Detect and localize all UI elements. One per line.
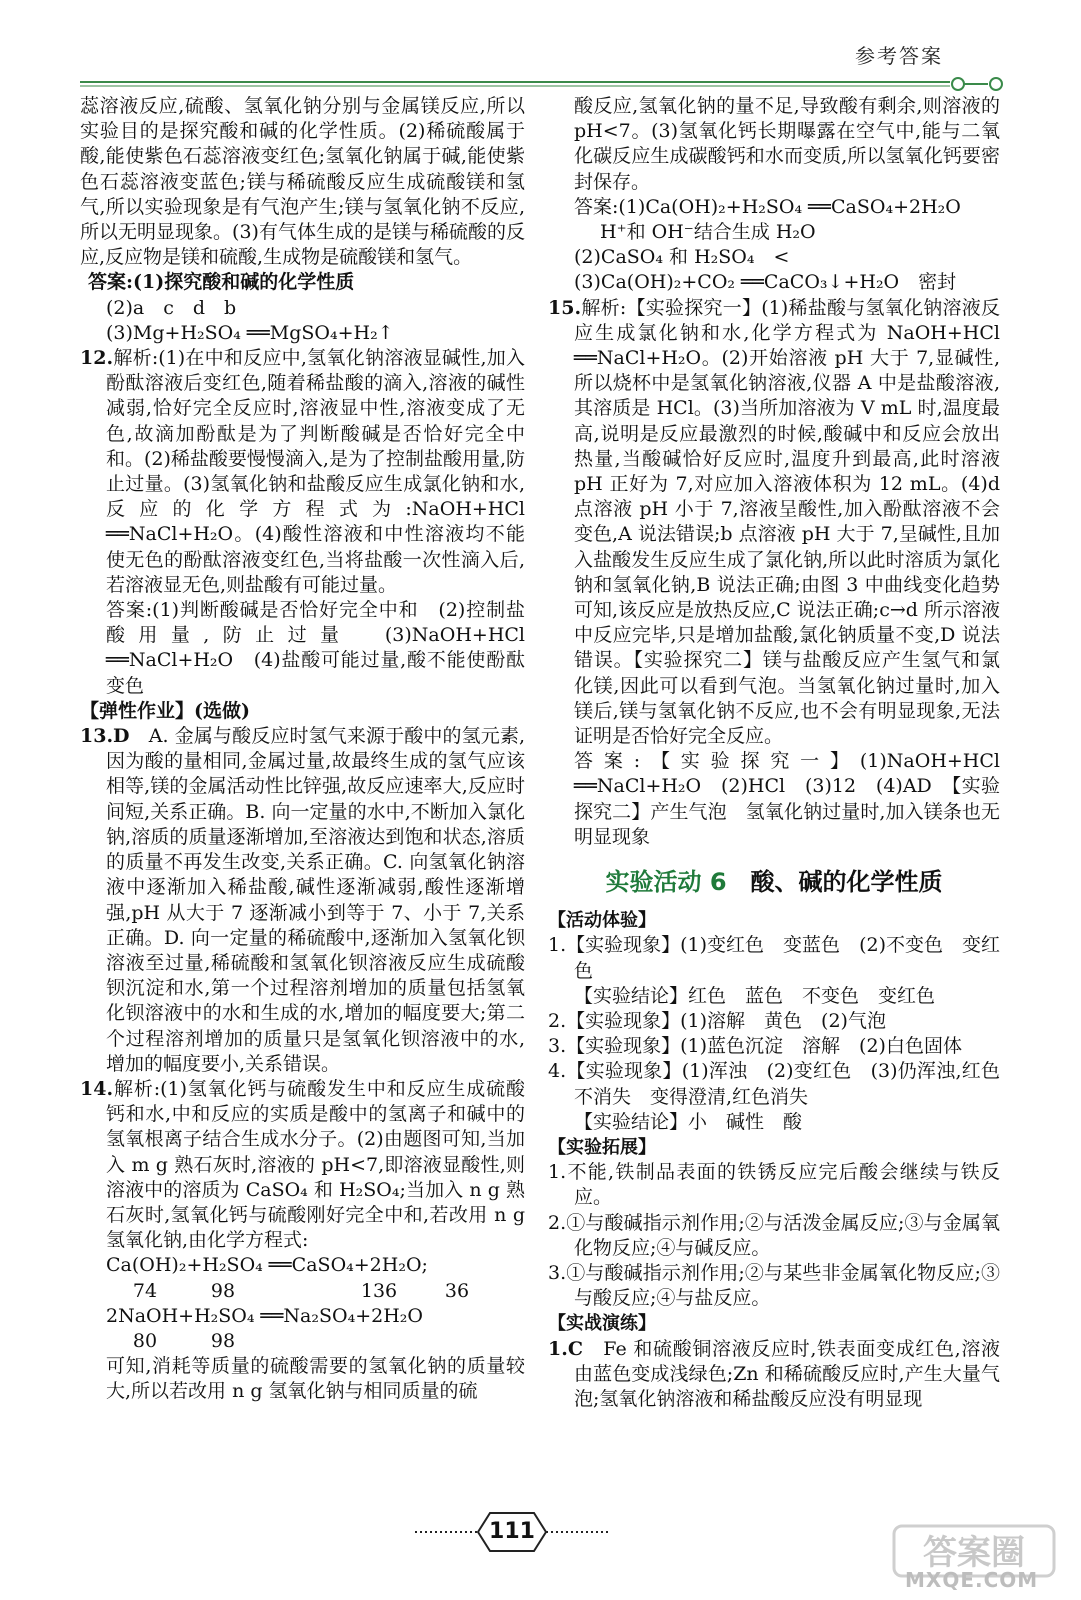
subsection-heading: 【活动体验】	[548, 910, 656, 932]
section-heading: 【弹性作业】(选做)	[80, 699, 250, 722]
list-item: 3.【实验现象】(1)蓝色沉淀 溶解 (2)白色固体	[548, 1035, 962, 1058]
list-item: 1.C Fe 和硫酸铜溶液反应时,铁表面变成红色,溶液由蓝色变成浅绿色;Zn 和稀硫酸反应时,产生大量气泡;氢氧化钠溶液和稀盐酸反应没有明显现	[548, 1337, 1000, 1410]
answer-line: (3)Ca(OH)₂+CO₂ ══CaCO₃↓+H₂O 密封	[574, 271, 957, 294]
svg-text:答案圈: 答案圈	[923, 1533, 1025, 1573]
page-number: 111	[489, 1519, 535, 1544]
answer-line: H⁺和 OH⁻结合生成 H₂O	[600, 221, 816, 244]
equation: Ca(OH)₂+H₂SO₄ ══CaSO₄+2H₂O;	[106, 1254, 428, 1277]
question-15: 15.解析:【实验探究一】(1)稀盐酸与氢氧化钠溶液反应生成氯化钠和水,化学方程式为 NaOH+HCl ══NaCl+H₂O。(2)开始溶液 pH 大于 7,显碱性,所以烧杯中是氢氧化钠溶液,仪器 A 中是盐酸溶液,其溶质是 HCl。(3)当所加溶液为 V mL 时,温度最高,说明是反应最激烈的时候,酸碱中和反应会放出热量,当酸碱恰好反应时,温度升到最高,此时溶液 pH 正好为 7,对应加入溶液体积为 12 mL。(4)d 点溶液 pH 小于 7,溶液呈酸性,加入酚酞溶液不会变色,A 说法错误;b 点溶液 pH 大于 7,呈碱性,且加入盐酸发生反应生成了氯化钠,所以此时溶质为氯化钠和氢氧化钠,B 说法正确;由图 3 中曲线变化趋势可知,该反应是放热反应,C 说法正确;c→d 所示溶液中反应完毕,只是增加盐酸,氯化钠质量不变,D 说法错误。【实验探究二】镁与盐酸反应产生氢气和氯化镁,因此可以看到气泡。当氢氧化钠过量时,加入镁后,镁与氢氧化钠不反应,也不会有明显现象,无法证明是否恰好完全反应。	[548, 296, 1000, 748]
list-item: 1.【实验现象】(1)变红色 变蓝色 (2)不变色 变红色	[548, 934, 1000, 982]
paragraph: 可知,消耗等质量的硫酸需要的氢氧化钠的质量较大,所以若改用 n g 氢氧化钠与相同质量的硫	[106, 1355, 525, 1403]
answer-line: 答案:(1)Ca(OH)₂+H₂SO₄ ══CaSO₄+2H₂O	[574, 195, 961, 218]
list-item: 2.【实验现象】(1)溶解 黄色 (2)气泡	[548, 1009, 886, 1032]
paragraph: 酸反应,氢氧化钠的量不足,导致酸有剩余,则溶液的 pH<7。(3)氢氧化钙长期曝露在空气中,能与二氧化碳反应生成碳酸钙和水而变质,所以氢氧化钙要密封保存。	[574, 95, 1000, 193]
question-14: 14.解析:(1)氢氧化钙与硫酸发生中和反应生成硫酸钙和水,中和反应的实质是酸中的氢离子和碱中的氢氧根离子结合生成水分子。(2)由题图可知,当加入 m g 熟石灰时,溶液的 pH<7,即溶液显酸性,则溶液中的溶质为 CaSO₄ 和 H₂SO₄;当加入 n g 熟石灰时,氢氧化钙与硫酸刚好完全中和,若改用 n g 氢氧化钠,由化学方程式:	[80, 1077, 525, 1252]
list-item: 3.①与酸碱指示剂作用;②与某些非金属氧化物反应;③与酸反应;④与盐反应。	[548, 1261, 1000, 1310]
mass-row: 74 98 136 36	[132, 1279, 470, 1302]
answer-line: (3)Mg+H₂SO₄ ══MgSO₄+H₂↑	[106, 321, 394, 344]
watermark-url: MXQE.COM	[905, 1568, 1039, 1592]
mass-row: 80 98	[132, 1329, 236, 1352]
equation: 2NaOH+H₂SO₄ ══Na₂SO₄+2H₂O	[106, 1304, 423, 1327]
question-13: 13.D A. 金属与酸反应时氢气来源于酸中的氢元素,因为酸的量相同,金属过量,故最终生成的氢气应该相等,镁的金属活动性比锌强,故反应速率大,反应时间短,关系正确。B. 向一定量的水中,不断加入氯化钠,溶质的质量逐渐增加,至溶液达到饱和状态,溶质的质量不再发生改变,关系正确。C. 向氢氧化钠溶液中逐渐加入稀盐酸,碱性逐渐减弱,酸性逐渐增强,pH 从大于 7 逐渐减小到等于 7、小于 7,关系正确。D. 向一定量的稀硫酸中,逐渐加入氢氧化钡溶液至过量,稀硫酸和氢氧化钡溶液反应生成硫酸钡沉淀和水,第一个过程溶剂增加的质量包括氢氧化钡溶液中的水和生成的水,增加的幅度要大;第二个过程溶剂增加的质量只是氢氧化钡溶液中的水,增加的幅度要小,关系错误。	[80, 725, 525, 1075]
list-item: 4.【实验现象】(1)浑浊 (2)变红色 (3)仍浑浊,红色不消失 变得澄清,红色消失	[548, 1060, 1000, 1108]
answer-line: 答案:(1)判断酸碱是否恰好完全中和 (2)控制盐酸用量,防止过量 (3)NaOH+HCl ══NaCl+H₂O (4)盐酸可能过量,酸不能使酚酞变色	[106, 599, 525, 697]
subsection-heading: 【实战演练】	[548, 1313, 656, 1335]
list-item: 1.不能,铁制品表面的铁锈反应完后酸会继续与铁反应。	[548, 1161, 1000, 1209]
question-12: 12.解析:(1)在中和反应中,氢氧化钠溶液显碱性,加入酚酞溶液后变红色,随着稀盐酸的滴入,溶液的碱性减弱,恰好完全反应时,溶液显中性,溶液变成了无色,故滴加酚酞是为了判断酸碱是否恰好完全中和。(2)稀盐酸要慢慢滴入,是为了控制盐酸用量,防止过量。(3)氢氧化钠和盐酸反应生成氯化钠和水,反应的化学方程式为:NaOH+HCl ══NaCl+H₂O。(4)酸性溶液和中性溶液均不能使无色的酚酞溶液变红色,当将盐酸一次性滴入后,若溶液显无色,则盐酸有可能过量。	[80, 347, 525, 596]
right-column	[548, 94, 1000, 1412]
answer-line: 答案:【实验探究一】(1)NaOH+HCl ══NaCl+H₂O (2)HCl (3)12 (4)AD 【实验探究二】产生气泡 氢氧化钠过量时,加入镁条也无明显现象	[574, 750, 1000, 848]
answer-line: (2)CaSO₄ 和 H₂SO₄ <	[574, 246, 790, 269]
paragraph: 蕊溶液反应,硫酸、氢氧化钠分别与金属镁反应,所以实验目的是探究酸和碱的化学性质。(2)稀硫酸属于酸,能使紫色石蕊溶液变红色;氢氧化钠属于碱,能使紫色石蕊溶液变蓝色;镁与稀硫酸反应生成硫酸镁和氢气,所以实验现象是有气泡产生;镁与氢氧化钠不反应,所以无明显现象。(3)有气体生成的是镁与稀硫酸的反应,反应物是镁和硫酸,生成物是硫酸镁和氢气。	[80, 95, 525, 269]
subsection-heading: 【实验拓展】	[548, 1136, 656, 1158]
answer-line: (2)a c d b	[106, 296, 237, 319]
list-item: 2.①与酸碱指示剂作用;②与活泼金属反应;③与金属氧化物反应;④与碱反应。	[548, 1211, 1000, 1259]
header-rule	[80, 74, 1010, 94]
list-item: 【实验结论】小 碱性 酸	[574, 1110, 803, 1133]
list-item: 【实验结论】红色 蓝色 不变色 变红色	[574, 984, 936, 1007]
header-label: 参考答案	[855, 44, 943, 68]
left-column	[80, 94, 525, 1405]
section-title: 实验活动 6 酸、碱的化学性质	[605, 868, 943, 897]
answer-line: 答案:(1)探究酸和碱的化学性质	[88, 271, 355, 294]
